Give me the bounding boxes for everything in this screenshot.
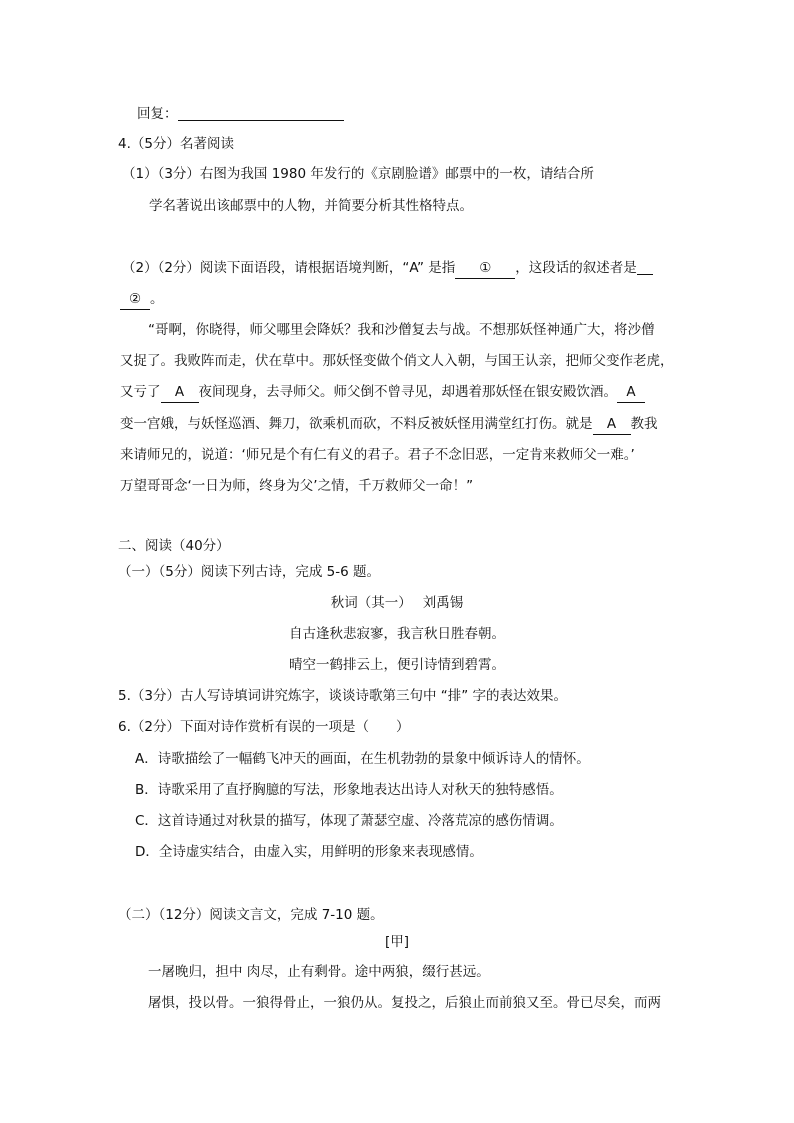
q5: 5.（3分）古人写诗填词讲究炼字，谈谈诗歌第三句中 “排” 字的表达效果。 [118,688,568,704]
q6: 6.（2分）下面对诗作赏析有误的一项是（ ） [118,719,410,735]
section2-title: 二、阅读（40分） [118,538,230,554]
passage-blank-a-1: A [161,382,199,403]
passage-line-3-a: 又亏了 [120,384,161,400]
passage-blank-a-3: A [593,414,631,435]
wolf-passage-line-2: 屠惧，投以骨。一狼得骨止，一狼仍从。复投之，后狼止而前狼又至。骨已尽矣，而两 [148,995,661,1011]
q4-blank-1[interactable]: ① [455,258,515,279]
poem-title: 秋词（其一） 刘禹锡 [330,595,464,611]
part1-intro: （一）（5分）阅读下列古诗，完成 5-6 题。 [118,564,380,580]
passage-line-4 [120,414,658,435]
q4-p2-cont [120,289,164,310]
q6-option-b: B．诗歌采用了直抒胸臆的写法，形象地表达出诗人对秋天的独特感悟。 [135,782,563,798]
passage-line-3-b: 夜间现身，去寻师父。师父倒不曾寻见，却遇着那妖怪在银安殿饮酒。 [198,384,617,400]
wolf-passage-line-1: 一屠晚归，担中 肉尽，止有剩骨。途中两狼，缀行甚远。 [148,964,490,980]
poem-line-2: 晴空一鹤排云上，便引诗情到碧霄。 [289,657,505,673]
reply-line [137,104,344,124]
passage-line-5: 来请师兄的，说道：‘师兄是个有仁有义的君子。君子不念旧恶，一定肯来救师父一难。’ [120,447,635,463]
passage-blank-a-2: A [617,382,645,403]
q4-p1-line1: （1）（3分）右图为我国 1980 年发行的《京剧脸谱》邮票中的一枚，请结合所 [122,166,594,182]
q6-option-c: C．这首诗通过对秋景的描写，体现了萧瑟空虚、冷落荒凉的感伤情调。 [135,813,563,829]
poem-line-1: 自古逢秋悲寂寥，我言秋日胜春朝。 [289,626,505,642]
q6-option-d: D．全诗虚实结合，由虚入实，用鲜明的形象来表现感情。 [135,844,483,860]
reply-label: 回复： [137,106,178,122]
passage-line-3 [120,382,645,403]
part2-intro: （二）（12分）阅读文言文，完成 7-10 题。 [118,907,384,923]
q4-p2-text-b: ，这段话的叙述者是 [515,260,637,276]
passage-line-4-a: 变一宫娥，与妖怪巡酒、舞刀，欲乘机而砍，不料反被妖怪用满堂红打伤。就是 [120,416,593,432]
q4-blank-2-start[interactable] [637,260,653,275]
q4-p2-text-c: 。 [150,291,164,307]
q4-blank-2[interactable]: ② [120,289,150,310]
q6-option-a: A．诗歌描绘了一幅鹤飞冲天的画面，在生机勃勃的景象中倾诉诗人的情怀。 [135,751,590,767]
passage-line-1: “哥啊，你晓得，师父哪里会降妖？我和沙僧复去与战。不想那妖怪神通广大，将沙僧 [148,322,655,338]
q4-p2-text-a: （2）（2分）阅读下面语段，请根据语境判断，“A” 是指 [122,260,456,276]
q4-title: 4.（5分）名著阅读 [118,136,234,152]
passage-jia-label: [甲] [384,934,410,950]
q4-p1-line2: 学名著说出该邮票中的人物，并简要分析其性格特点。 [149,198,473,214]
passage-line-2: 又捉了。我败阵而走，伏在草中。那妖怪变做个俏文人入朝，与国王认亲，把师父变作老虎， [120,353,674,369]
q4-p2 [122,258,653,279]
passage-line-4-b: 教我 [630,416,658,432]
reply-blank[interactable] [178,106,344,121]
passage-line-6: 万望哥哥念‘一日为师，终身为父’之情，千万救师父一命！” [120,478,474,494]
